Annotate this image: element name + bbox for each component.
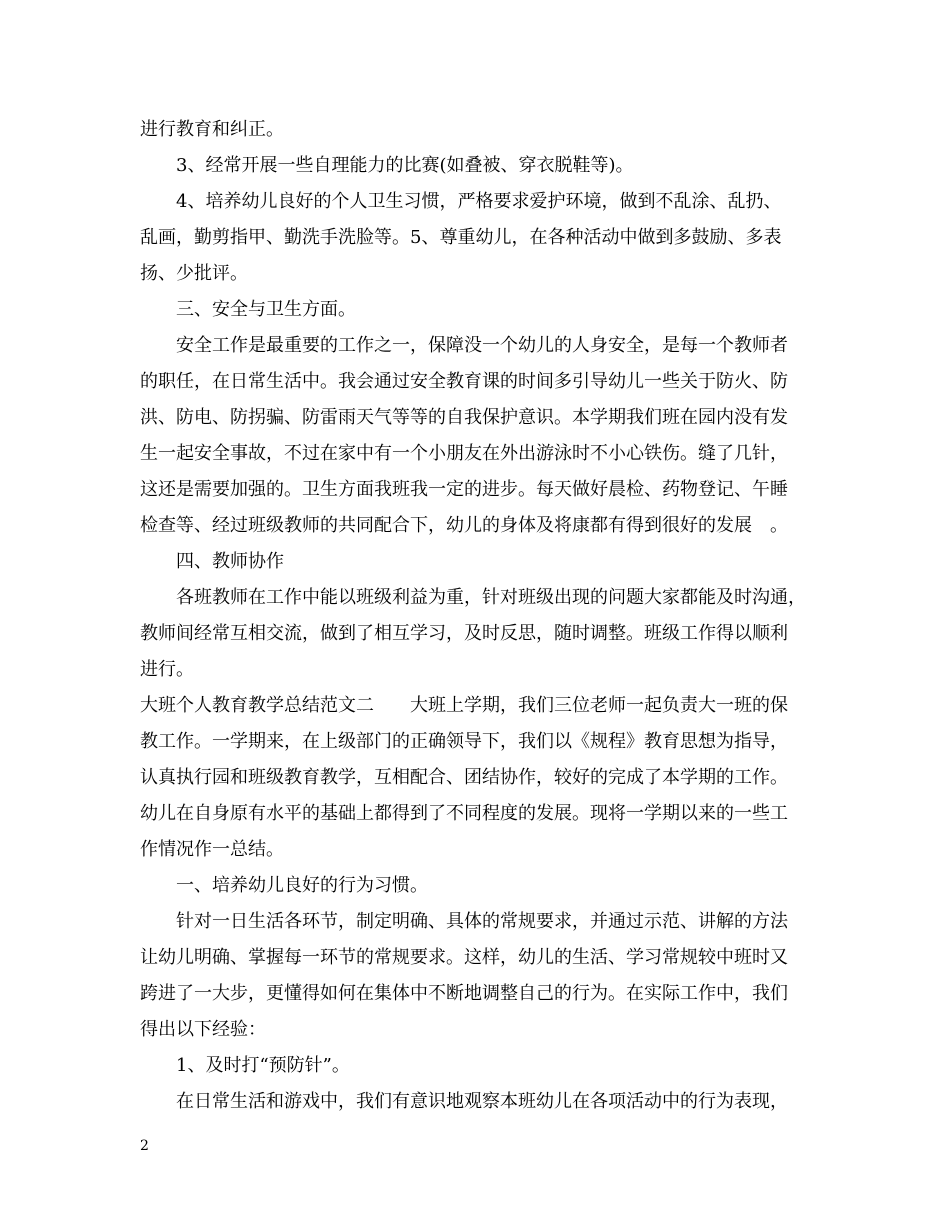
text-line: 针对一日生活各环节，制定明确、具体的常规要求，并通过示范、讲解的方法	[176, 911, 788, 932]
text-line: 三、安全与卫生方面。	[176, 299, 356, 320]
text-line: 进行教育和纠正。	[140, 119, 284, 140]
text-line: 生一起安全事故，不过在家中有一个小朋友在外出游泳时不小心铁伤。缝了几针，	[140, 443, 788, 464]
document-body	[140, 112, 820, 1120]
text-line: 4、培养幼儿良好的个人卫生习惯，严格要求爱护环境，做到不乱涂、乱扔、	[176, 191, 782, 212]
text-line: 检查等、经过班级教师的共同配合下，幼儿的身体及将康都有得到很好的发展 。	[140, 515, 788, 536]
page-number: 2	[140, 1138, 149, 1154]
text-line: 得出以下经验：	[140, 1019, 266, 1040]
text-line: 各班教师在工作中能以班级利益为重，针对班级出现的问题大家都能及时沟通，	[176, 587, 806, 608]
text-line: 乱画，勤剪指甲、勤洗手洗脸等。5、尊重幼儿，在各种活动中做到多鼓励、多表	[140, 227, 782, 248]
text-line: 认真执行园和班级教育教学，互相配合、团结协作，较好的完成了本学期的工作。	[140, 767, 788, 788]
text-line: 作情况作一总结。	[140, 839, 284, 860]
text-line: 这还是需要加强的。卫生方面我班我一定的进步。每天做好晨检、药物登记、午睡	[140, 479, 788, 500]
text-line: 大班个人教育教学总结范文二 大班上学期，我们三位老师一起负责大一班的保	[140, 695, 788, 716]
text-line: 幼儿在自身原有水平的基础上都得到了不同程度的发展。现将一学期以来的一些工	[140, 803, 788, 824]
text-line: 安全工作是最重要的工作之一，保障没一个幼儿的人身安全，是每一个教师者	[176, 335, 788, 356]
text-line: 跨进了一大步，更懂得如何在集体中不断地调整自己的行为。在实际工作中，我们	[140, 983, 788, 1004]
text-line: 3、经常开展一些自理能力的比赛(如叠被、穿衣脱鞋等)。	[176, 155, 634, 176]
text-line: 1、及时打“预防针”。	[176, 1055, 350, 1076]
text-line: 进行。	[140, 659, 194, 680]
text-line: 一、培养幼儿良好的行为习惯。	[176, 875, 428, 896]
text-line: 四、教师协作	[176, 551, 284, 572]
text-line: 让幼儿明确、掌握每一环节的常规要求。这样，幼儿的生活、学习常规较中班时又	[140, 947, 788, 968]
text-line: 在日常生活和游戏中，我们有意识地观察本班幼儿在各项活动中的行为表现，	[176, 1091, 788, 1112]
text-line: 教工作。一学期来，在上级部门的正确领导下，我们以《规程》教育思想为指导，	[140, 731, 788, 752]
text-line: 教师间经常互相交流，做到了相互学习，及时反思，随时调整。班级工作得以顺利	[140, 623, 788, 644]
text-line: 扬、少批评。	[140, 263, 248, 284]
text-line: 的职任，在日常生活中。我会通过安全教育课的时间多引导幼儿一些关于防火、防	[140, 371, 788, 392]
text-line: 洪、防电、防拐骗、防雷雨天气等等的自我保护意识。本学期我们班在园内没有发	[140, 407, 788, 428]
